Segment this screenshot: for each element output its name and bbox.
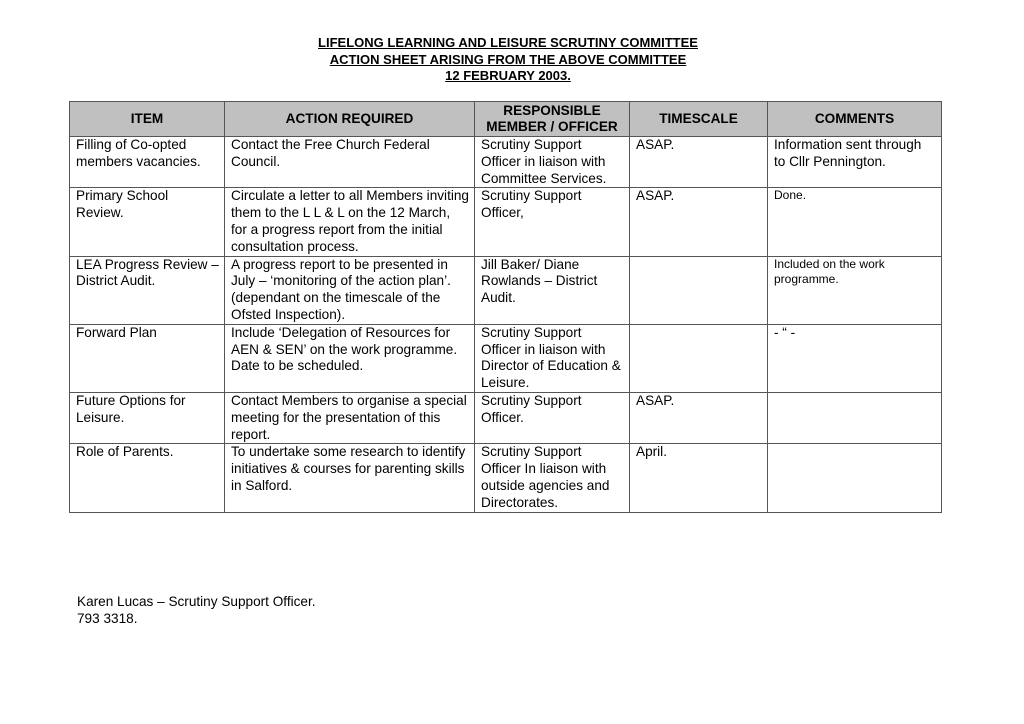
- cell-item: Filling of Co-opted members vacancies.: [70, 137, 225, 188]
- cell-item: Primary School Review.: [70, 188, 225, 256]
- action-sheet-title: ACTION SHEET ARISING FROM THE ABOVE COMMITTEE: [329, 51, 687, 67]
- action-table: [69, 101, 942, 513]
- header-responsible-line2: MEMBER / OFFICER: [486, 119, 618, 134]
- cell-responsible: Jill Baker/ Diane Rowlands – District Audit.: [475, 256, 630, 324]
- table-header-row: [70, 102, 942, 137]
- table-row: [70, 324, 942, 392]
- cell-comments: - “ -: [768, 324, 942, 392]
- cell-responsible: Scrutiny Support Officer in liaison with Director of Education & Leisure.: [475, 324, 630, 392]
- cell-responsible: Scrutiny Support Officer,: [475, 188, 630, 256]
- table-row: [70, 444, 942, 512]
- cell-timescale: ASAP.: [630, 137, 768, 188]
- cell-comments: Information sent through to Cllr Pennington.: [768, 137, 942, 188]
- cell-action: Contact the Free Church Federal Council.: [225, 137, 475, 188]
- contact-name: Karen Lucas – Scrutiny Support Officer.: [77, 594, 316, 609]
- cell-timescale: April.: [630, 444, 768, 512]
- document-header: [0, 35, 1016, 85]
- cell-responsible: Scrutiny Support Officer.: [475, 392, 630, 443]
- cell-comments: [768, 392, 942, 443]
- cell-comments: [768, 444, 942, 512]
- table-row: [70, 137, 942, 188]
- header-responsible-line1: RESPONSIBLE: [503, 103, 601, 118]
- cell-comments: Included on the work programme.: [768, 256, 942, 324]
- cell-action: Include ‘Delegation of Resources for AEN & SEN’ on the work programme. Date to be scheduled.: [225, 324, 475, 392]
- cell-responsible: Scrutiny Support Officer In liaison with outside agencies and Directorates.: [475, 444, 630, 512]
- header-timescale: TIMESCALE: [630, 102, 768, 137]
- cell-action: Circulate a letter to all Members inviting them to the L L & L on the 12 March, for a progress report from the initial consultation process.: [225, 188, 475, 256]
- table-row: [70, 392, 942, 443]
- header-responsible: [475, 102, 630, 137]
- cell-action: To undertake some research to identify initiatives & courses for parenting skills in Salford.: [225, 444, 475, 512]
- table-row: [70, 256, 942, 324]
- cell-item: Future Options for Leisure.: [70, 392, 225, 443]
- cell-action: A progress report to be presented in July – ‘monitoring of the action plan’. (dependant on the timescale of the Ofsted Inspection).: [225, 256, 475, 324]
- cell-responsible: Scrutiny Support Officer in liaison with Committee Services.: [475, 137, 630, 188]
- contact-phone: 793 3318.: [77, 611, 138, 626]
- cell-item: LEA Progress Review – District Audit.: [70, 256, 225, 324]
- cell-action: Contact Members to organise a special meeting for the presentation of this report.: [225, 392, 475, 443]
- cell-timescale: [630, 256, 768, 324]
- cell-comments: Done.: [768, 188, 942, 256]
- cell-timescale: [630, 324, 768, 392]
- cell-timescale: ASAP.: [630, 392, 768, 443]
- header-item: ITEM: [70, 102, 225, 137]
- meeting-date: 12 FEBRUARY 2003.: [445, 68, 571, 83]
- header-action-required: ACTION REQUIRED: [225, 102, 475, 137]
- cell-timescale: ASAP.: [630, 188, 768, 256]
- committee-title: LIFELONG LEARNING AND LEISURE SCRUTINY COMMITTEE: [318, 35, 698, 50]
- cell-item: Forward Plan: [70, 324, 225, 392]
- table-row: [70, 188, 942, 256]
- cell-item: Role of Parents.: [70, 444, 225, 512]
- footer-contact: [77, 593, 316, 627]
- header-comments: COMMENTS: [768, 102, 942, 137]
